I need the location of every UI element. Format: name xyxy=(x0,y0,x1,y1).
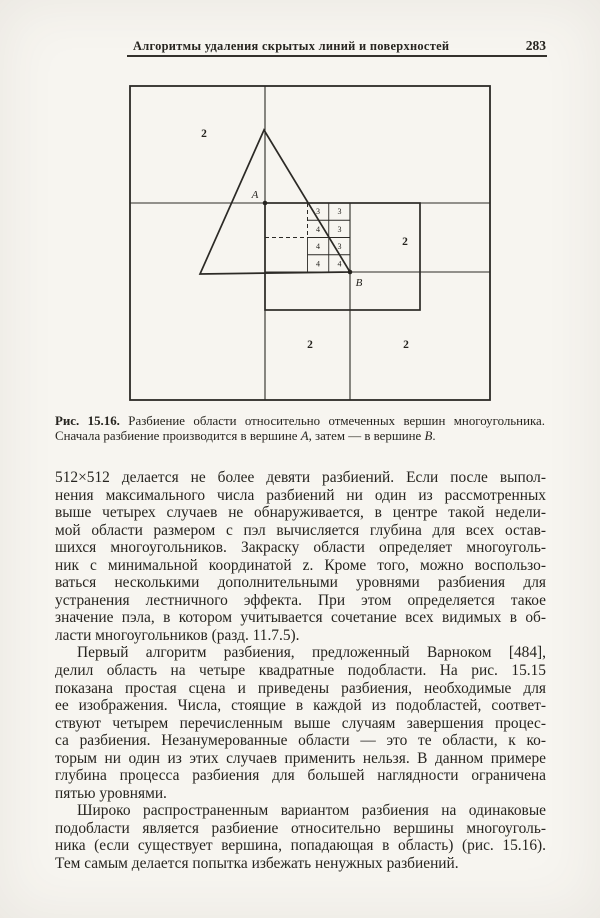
body-line: выше четырех случаев не обнаруживается, в центре такой недели- xyxy=(55,504,546,522)
vertex-b-label: B xyxy=(355,277,363,289)
body-line: ника (если существует вершина, попадающая в область) (рис. 15.16). xyxy=(55,837,546,855)
region-label: 2 xyxy=(201,128,207,140)
body-line: глубина процесса разбиения для большей наглядности ограничена xyxy=(55,767,546,785)
body-line: Широко распространенным вариантом разбиения на одинаковые xyxy=(77,802,546,820)
body-line: торым ни один из этих случаев применить нельзя. В данном примере xyxy=(55,749,546,767)
body-line: ее изображения. Числа, стоящие в каждой из подобластей, соответ- xyxy=(55,697,546,715)
caption-line-1 xyxy=(55,414,545,429)
body-line: устранения лестничного эффекта. При этом определяется такое xyxy=(55,591,546,609)
body-line: 512×512 делается не более девяти разбиений. Если после выпол- xyxy=(55,469,546,486)
vertex-a-label: A xyxy=(251,189,259,201)
cell-label: 3 xyxy=(337,242,342,251)
cell-label: 3 xyxy=(316,207,320,216)
region-label: 2 xyxy=(402,236,408,248)
subdivision-diagram xyxy=(128,84,492,402)
body-line: мой области размером с пэл вычисляется глубина для всех остав- xyxy=(55,521,546,539)
running-head-title: Алгоритмы удаления скрытых линий и поверхностей xyxy=(133,39,450,53)
body-line: Первый алгоритм разбиения, предложенный Варноком [484], xyxy=(77,644,546,662)
body-line: ваться несколькими дополнительными уровнями разбиения для xyxy=(55,574,546,592)
body-text xyxy=(55,469,546,873)
body-line: ласти многоугольников (разд. 11.7.5). xyxy=(55,626,300,644)
cell-label: 4 xyxy=(316,242,320,251)
page-number: 283 xyxy=(525,38,546,53)
square-polygon xyxy=(265,203,420,310)
header-rule xyxy=(127,55,547,57)
cell-label: 4 xyxy=(337,259,342,269)
caption-text-1: Разбиение области относительно отмеченных вершин многоугольника. xyxy=(128,414,545,428)
body-line: пятью уровнями. xyxy=(55,784,167,802)
caption-vertex-b: B xyxy=(424,429,433,444)
cell-label: 4 xyxy=(316,259,320,269)
caption-figure-label: Рис. 15.16. xyxy=(55,414,120,428)
body-line: са разбиения. Незанумерованные области — это те области, к ко- xyxy=(55,732,546,750)
vertex-b-dot xyxy=(348,270,353,275)
body-line: ник с минимальной координатой z. Кроме того, можно воспользо- xyxy=(55,556,546,574)
triangle-polygon xyxy=(200,130,350,274)
figure-outer-border xyxy=(130,86,490,400)
cell-label: 3 xyxy=(337,207,342,216)
region-label: 2 xyxy=(307,339,313,351)
cell-label: 4 xyxy=(316,225,320,234)
body-line: подобласти является разбиение относительно вершины многоуголь- xyxy=(55,819,546,837)
body-line: ствуют четырем перечисленным выше случаям завершения процес- xyxy=(55,714,546,732)
caption-text-2c: . xyxy=(432,429,436,444)
figure-caption xyxy=(55,414,545,445)
caption-text-2a: Сначала разбиение производится в вершине xyxy=(55,429,301,444)
body-line: показана простая сцена и приведены разбиения, необходимые для xyxy=(55,679,546,697)
body-line: шихся многоугольников. Закраску области определяет многоуголь- xyxy=(55,539,546,557)
body-line: значение пэла, в котором учитывается сочетание всех видимых в об- xyxy=(55,609,546,627)
figure-15-16 xyxy=(128,84,492,402)
body-line: Тем самым делается попытка избежать ненужных разбиений. xyxy=(55,855,459,873)
cell-label: 3 xyxy=(337,225,342,234)
caption-vertex-a: A xyxy=(300,429,309,444)
body-line: нения максимального числа разбиений ни один из рассмотренных xyxy=(55,486,546,504)
caption-line-2 xyxy=(55,429,545,444)
caption-text-2b: , затем — в вершине xyxy=(308,429,425,444)
running-head xyxy=(127,38,547,55)
body-line: делил область на четыре квадратные подобласти. На рис. 15.15 xyxy=(55,662,546,680)
vertex-a-dot xyxy=(263,201,268,206)
region-label: 2 xyxy=(403,339,409,351)
